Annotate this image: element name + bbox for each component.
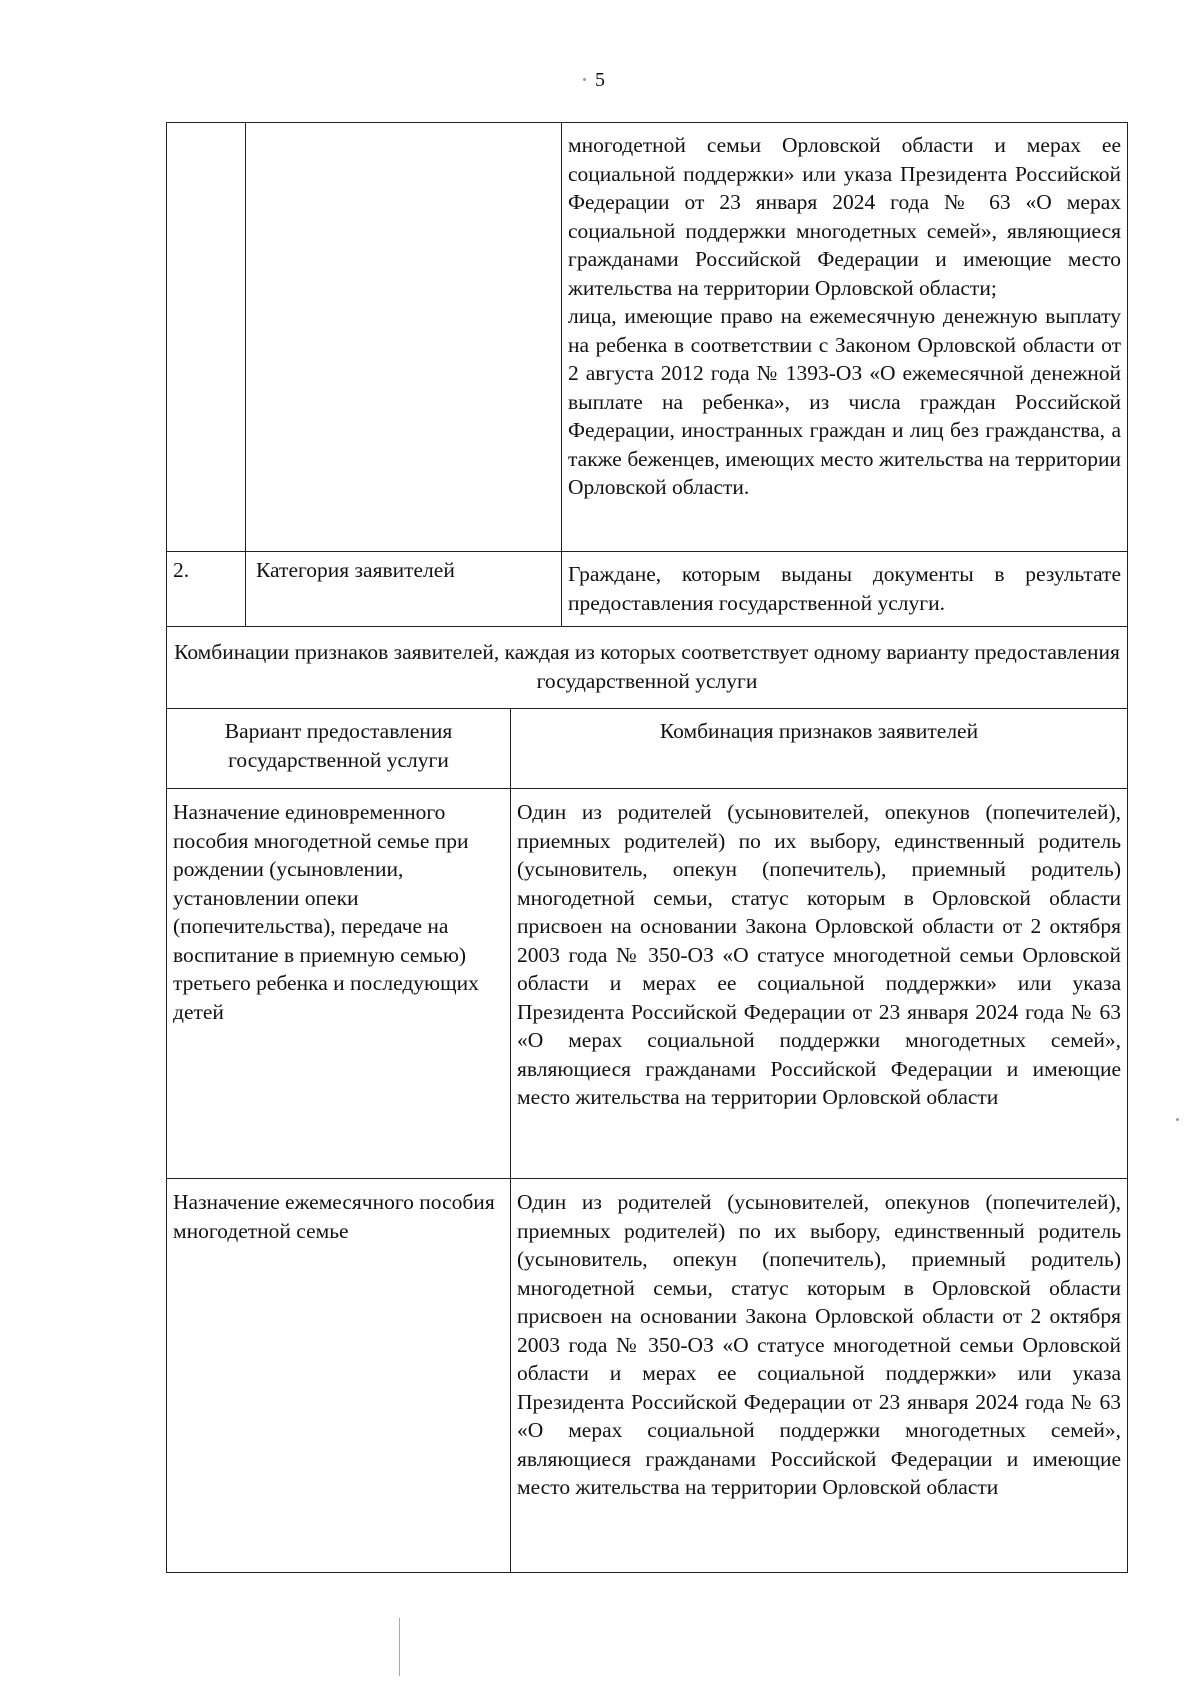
header-variant: Вариант предоставления государственной услуги xyxy=(167,709,511,789)
scan-artifact-dot xyxy=(1176,1118,1179,1121)
row-number-cell: 2. xyxy=(167,552,246,627)
variant-cell: Назначение единовременного пособия многодетной семье при рождении (усыновлении, установлении опеки (попечительства), передаче на воспитание в приемную семью) третьего ребенка и последующих детей xyxy=(167,789,511,1179)
combination-cell: Один из родителей (усыновителей, опекунов (попечителей), приемных родителей) по их выбору, единственный родитель (усыновитель, опекун (попечитель), приемный родитель) многодетной семьи, статус которым в Орловской области присвоен на основании Закона Орловской области от 2 октября 2003 года № 350-ОЗ «О статусе многодетной семьи Орловской области и мерах ее социальной поддержки» или указа Президента Российской Федерации от 23 января 2024 года № 63 «О мерах социальной поддержки многодетных семей», являющиеся гражданами Российской Федерации и имеющие место жительства на территории Орловской области xyxy=(511,1179,1128,1573)
table-row xyxy=(167,789,1128,1179)
combination-cell: Один из родителей (усыновителей, опекунов (попечителей), приемных родителей) по их выбору, единственный родитель (усыновитель, опекун (попечитель), приемный родитель) многодетной семьи, статус которым в Орловской области присвоен на основании Закона Орловской области от 2 октября 2003 года № 350-ОЗ «О статусе многодетной семьи Орловской области и мерах ее социальной поддержки» или указа Президента Российской Федерации от 23 января 2024 года № 63 «О мерах социальной поддержки многодетных семей», являющиеся гражданами Российской Федерации и имеющие место жительства на территории Орловской области xyxy=(511,789,1128,1179)
row-text-cell: Граждане, которым выданы документы в результате предоставления государственной услуги. xyxy=(562,552,1128,627)
header-combination: Комбинация признаков заявителей xyxy=(511,709,1128,789)
variants-table xyxy=(166,708,1128,1573)
table-header-row xyxy=(167,709,1128,789)
variant-cell: Назначение ежемесячного пособия многодетной семье xyxy=(167,1179,511,1573)
row-number-cell xyxy=(167,123,246,552)
row-text-cell xyxy=(562,123,1128,552)
table-row xyxy=(167,1179,1128,1573)
section-heading: Комбинации признаков заявителей, каждая из которых соответствует одному варианту предоставления государственной услуги xyxy=(166,624,1128,708)
table-row xyxy=(167,552,1128,627)
paragraph: многодетной семьи Орловской области и мерах ее социальной поддержки» или указа Президента Российской Федерации от 23 января 2024 года № 63 «О мерах социальной поддержки многодетных семей», являющиеся гражданами Российской Федерации и имеющие место жительства на территории Орловской области; xyxy=(568,133,1121,300)
row-label-cell xyxy=(246,123,562,552)
page-number: 5 xyxy=(595,69,605,91)
scan-artifact-dot xyxy=(583,78,586,81)
row-label-cell: Категория заявителей xyxy=(246,552,562,627)
scan-artifact-line xyxy=(399,1618,400,1676)
applicants-table xyxy=(166,122,1128,627)
paragraph: лица, имеющие право на ежемесячную денежную выплату на ребенка в соответствии с Законом Орловской области от 2 августа 2012 года № 1393-ОЗ «О ежемесячной денежной выплате на ребенка», из числа граждан Российской Федерации, иностранных граждан и лиц без гражданства, а также беженцев, имеющих место жительства на территории Орловской области. xyxy=(568,304,1121,499)
table-row xyxy=(167,123,1128,552)
